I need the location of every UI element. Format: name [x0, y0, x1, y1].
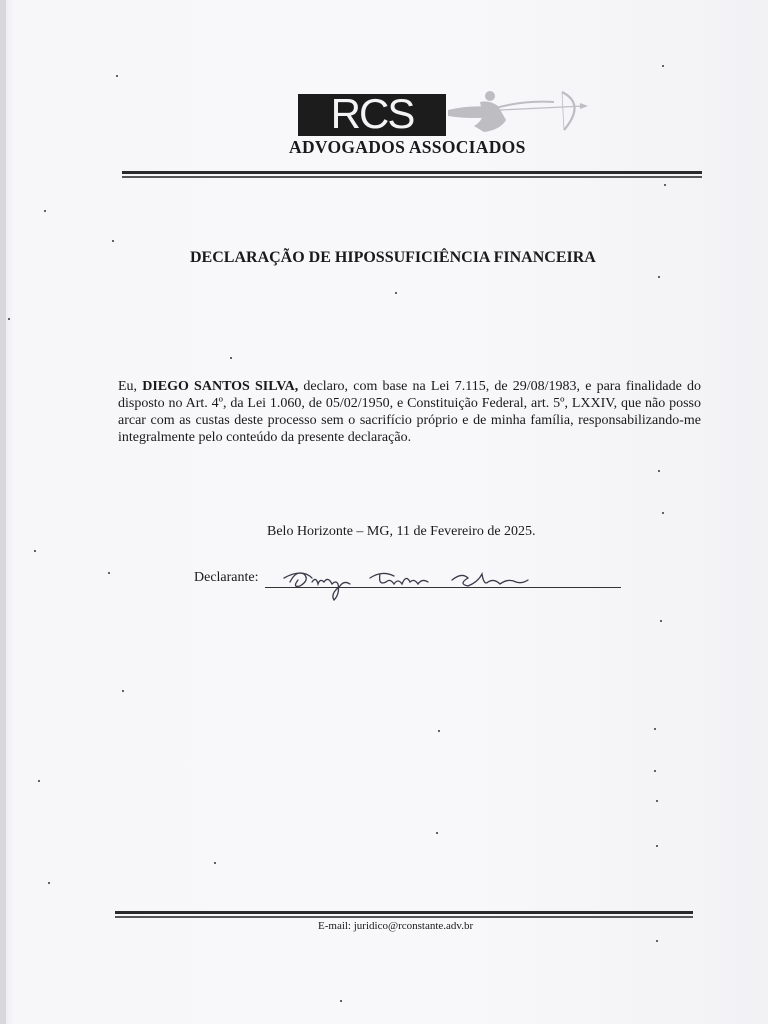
scan-speck — [660, 620, 662, 622]
scan-speck — [340, 1000, 342, 1002]
body-text: declaro, com base na Lei 7.115, de 29/08/1983, e para finalidade do disposto no Art. 4º, da Lei 1.060, de 05/02/1950, e Constituição Federal, art. 5º, LXXIV, que não posso arcar com as custas deste processo sem o sacrifício próprio e de minha família, responsabilizando-me integralmente pelo conteúdo da presente declaração. — [118, 379, 701, 445]
scan-speck — [34, 550, 36, 552]
scan-speck — [395, 292, 397, 294]
document-title: DECLARAÇÃO DE HIPOSSUFICIÊNCIA FINANCEIRA — [190, 249, 596, 266]
scan-speck — [122, 690, 124, 692]
scan-speck — [230, 357, 232, 359]
scan-speck — [658, 470, 660, 472]
scan-speck — [656, 845, 658, 847]
scan-speck — [8, 318, 10, 320]
declarant-label: Declarante: — [194, 570, 259, 585]
header-divider-thin — [122, 176, 702, 178]
scan-speck — [438, 730, 440, 732]
footer-email: E-mail: juridico@rconstante.adv.br — [318, 920, 474, 932]
scan-speck — [654, 770, 656, 772]
scan-speck — [656, 940, 658, 942]
declaration-body — [118, 378, 701, 446]
logo-text: RCS — [330, 90, 414, 137]
footer-divider-thin — [115, 916, 693, 918]
scan-speck — [38, 780, 40, 782]
place-date: Belo Horizonte – MG, 11 de Fevereiro de 2025. — [267, 524, 536, 539]
archer-icon — [444, 86, 594, 136]
body-prefix: Eu, — [118, 379, 143, 394]
scan-speck — [116, 75, 118, 77]
scan-speck — [112, 240, 114, 242]
handwritten-signature — [282, 560, 532, 602]
scan-speck — [44, 210, 46, 212]
scan-speck — [662, 512, 664, 514]
scan-speck — [662, 65, 664, 67]
firm-logo — [298, 92, 598, 136]
header-divider — [122, 171, 702, 174]
page-edge — [0, 0, 6, 1024]
declarant-name: DIEGO SANTOS SILVA, — [142, 379, 299, 394]
scan-speck — [664, 184, 666, 186]
scan-speck — [654, 728, 656, 730]
scan-speck — [48, 882, 50, 884]
scan-speck — [656, 800, 658, 802]
scan-speck — [658, 276, 660, 278]
scan-speck — [436, 832, 438, 834]
firm-name: ADVOGADOS ASSOCIADOS — [289, 137, 526, 157]
scan-speck — [214, 862, 216, 864]
footer-divider — [115, 911, 693, 914]
scan-speck — [108, 572, 110, 574]
